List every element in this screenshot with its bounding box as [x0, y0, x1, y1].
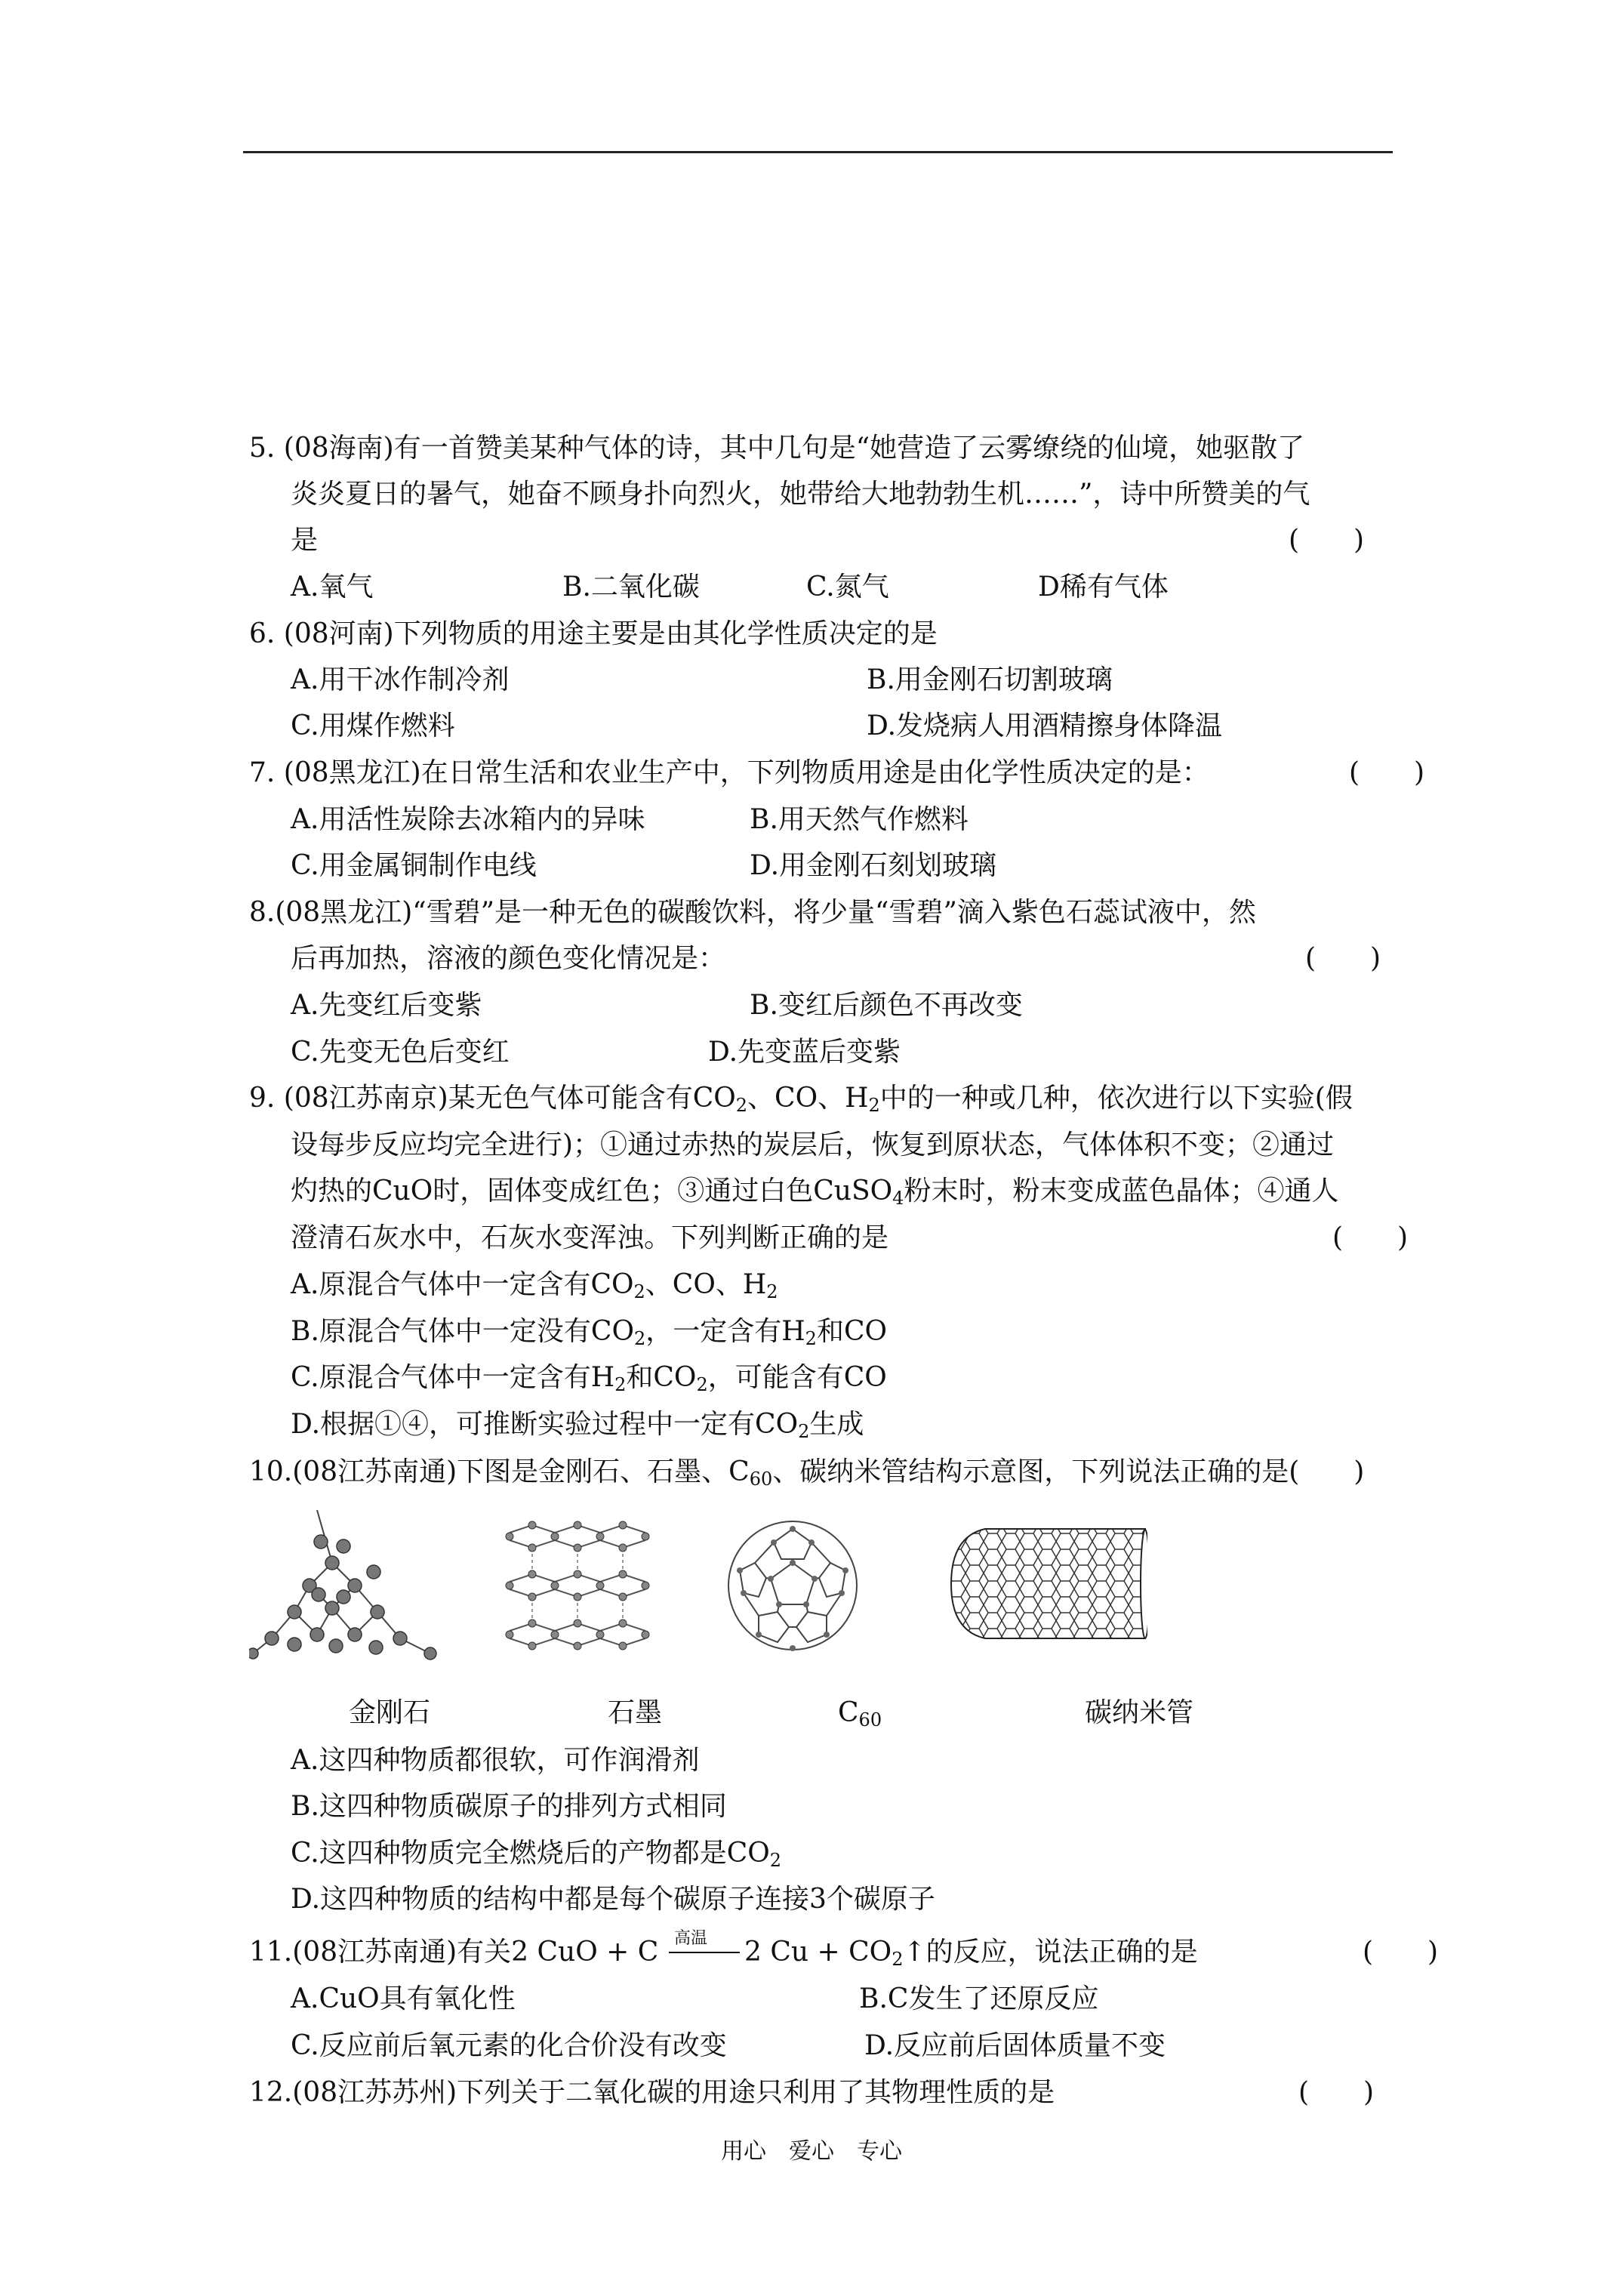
q9-option-a: A.原混合气体中一定含有$CO_2$、CO、$H_2$: [291, 1269, 778, 1302]
q5-option-b: B.二氧化碳: [562, 572, 700, 603]
q9-option-b: B.原混合气体中一定没有$CO_2$，一定含有$H_2$和CO: [291, 1316, 887, 1349]
q6-stem: 6. (08河南)下列物质的用途主要是由其化学性质决定的是: [249, 618, 938, 649]
q9-answer-paren: ( ): [1332, 1222, 1409, 1253]
q7-option-d: D.用金刚石刻划玻璃: [750, 850, 997, 881]
caption-nanotube: 碳纳米管: [1085, 1697, 1194, 1728]
q5-option-c: C.氮气: [806, 572, 889, 603]
caption-graphite: 石墨: [608, 1697, 663, 1728]
q10-option-d: D.这四种物质的结构中都是每个碳原子连接3个碳原子: [291, 1884, 935, 1915]
q11-stem-part2: 2 $Cu + CO_2↑$的反应，说法正确的是: [744, 1937, 1198, 1970]
q8-line2: 后再加热，溶液的颜色变化情况是：: [291, 943, 726, 974]
caption-c60: $C_{60}$: [838, 1697, 882, 1730]
q8-option-d: D.先变蓝后变紫: [708, 1037, 901, 1068]
q11-option-c: C.反应前后氧元素的化合价没有改变: [291, 2030, 727, 2061]
q11-stem-part1: 11.(08江苏南通)有关2 CuO + C: [249, 1937, 659, 1968]
q7-option-b: B.用天然气作燃料: [750, 804, 969, 835]
q11-option-b: B.C发生了还原反应: [859, 1983, 1099, 2014]
q7-option-a: A.用活性炭除去冰箱内的异味: [291, 804, 645, 835]
q12-answer-paren: ( ): [1298, 2077, 1375, 2108]
q10-option-a: A.这四种物质都很软，可作润滑剂: [291, 1745, 700, 1776]
q9-line4: 澄清石灰水中，石灰水变浑浊。下列判断正确的是: [291, 1222, 889, 1253]
q7-option-c: C.用金属铜制作电线: [291, 850, 537, 881]
q6-option-b: B.用金刚石切割玻璃: [867, 664, 1113, 695]
q9-option-d: D.根据①④，可推断实验过程中一定有$CO_2$生成: [291, 1409, 864, 1442]
q5-line2: 炎炎夏日的暑气，她奋不顾身扑向烈火，她带给大地勃勃生机……”，诗中所赞美的气: [291, 479, 1310, 510]
q10-option-c: C.这四种物质完全燃烧后的产物都是$CO_2$: [291, 1838, 782, 1871]
page-footer: 用心 爱心 专心: [721, 2138, 902, 2165]
q6-option-a: A.用干冰作制冷剂: [291, 664, 510, 695]
q11-reaction-condition: 高温: [674, 1929, 708, 1948]
q6-option-c: C.用煤作燃料: [291, 710, 455, 741]
q5-option-d: D稀有气体: [1038, 572, 1169, 603]
q9-line3: 灼热的CuO时，固体变成红色；③通过白色CuSO$_4$粉末时，粉末变成蓝色晶体；④通人: [291, 1176, 1339, 1209]
q7-answer-paren: ( ): [1349, 757, 1425, 788]
q12-stem: 12.(08江苏苏州)下列关于二氧化碳的用途只利用了其物理性质的是: [249, 2077, 1055, 2108]
caption-diamond: 金刚石: [349, 1697, 431, 1728]
q11-answer-paren: ( ): [1363, 1937, 1439, 1968]
q11-option-d: D.反应前后固体质量不变: [864, 2030, 1166, 2061]
q10-option-b: B.这四种物质碳原子的排列方式相同: [291, 1791, 727, 1822]
header-rule: [243, 151, 1393, 153]
q6-option-d: D.发烧病人用酒精擦身体降温: [867, 710, 1223, 741]
q5-option-a: A.氧气: [291, 572, 374, 603]
q8-option-a: A.先变红后变紫: [291, 990, 482, 1021]
graphite-structure-figure: [502, 1518, 653, 1661]
c60-structure-figure: [721, 1514, 864, 1657]
q8-answer-paren: ( ): [1305, 943, 1381, 974]
q8-option-b: B.变红后颜色不再改变: [750, 990, 1023, 1021]
q8-line1: 8.(08黑龙江)“雪碧”是一种无色的碳酸饮料，将少量“雪碧”滴入紫色石蕊试液中，然: [249, 897, 1256, 928]
q11-option-a: A.CuO具有氧化性: [291, 1983, 516, 2014]
diamond-structure-figure: [249, 1510, 453, 1669]
carbon-nanotube-figure: [947, 1518, 1147, 1646]
q10-stem: 10.(08江苏南通)下图是金刚石、石墨、$C_{60}$、碳纳米管结构示意图，下列说法正确的是( ): [249, 1456, 1365, 1490]
q9-line1: 9. (08江苏南京)某无色气体可能含有$CO_2$、CO、$H_2$中的一种或几种，依次进行以下实验(假: [249, 1083, 1353, 1116]
q8-option-c: C.先变无色后变红: [291, 1037, 510, 1068]
q5-answer-paren: ( ): [1289, 525, 1365, 556]
q5-line3: 是: [291, 525, 319, 556]
q7-stem: 7. (08黑龙江)在日常生活和农业生产中，下列物质用途是由化学性质决定的是：: [249, 757, 1209, 788]
q9-line2: 设每步反应均完全进行)；①通过赤热的炭层后，恢复到原状态，气体体积不变；②通过: [291, 1130, 1335, 1160]
q5-line1: 5. (08海南)有一首赞美某种气体的诗，其中几句是“她营造了云雾缭绕的仙境，她驱散了: [249, 433, 1305, 464]
q9-option-c: C.原混合气体中一定含有$H_2$和$CO_2$，可能含有CO: [291, 1362, 887, 1395]
q11-reaction-line: [669, 1952, 740, 1953]
